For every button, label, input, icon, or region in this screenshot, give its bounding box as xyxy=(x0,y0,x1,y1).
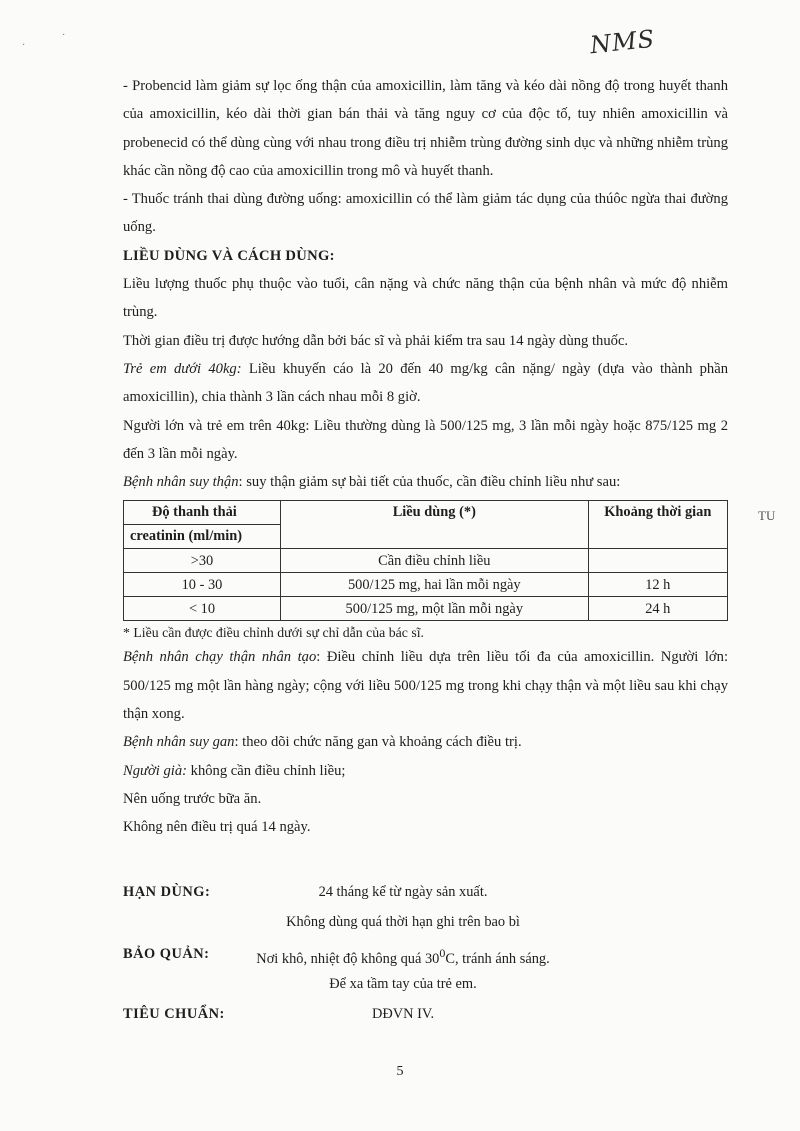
paragraph-before-meal: Nên uống trước bữa ăn. xyxy=(123,790,262,807)
children-label: Trẻ em dưới 40kg: xyxy=(123,360,242,377)
paragraph-contraceptive: - Thuốc tránh thai dùng đường uống: amoxicillin có thể làm giảm tác dụng của thúôc ngừa thai đường uống. xyxy=(123,191,728,236)
storage-label: BẢO QUẢN: xyxy=(123,946,210,962)
paragraph-probenecid: - Probencid làm giảm sự lọc ống thận của amoxicillin, làm tăng và kéo dài nồng độ trong huyết thanh của amoxicillin, kéo dài thời gian bán thải và tăng nguy cơ của độc tố, tuy nhiên amoxicillin và probenecid có thể dùng cùng với nhau trong điều trị nhiễm trùng đường sinh dục và những nhiễm trùng khác cần nồng độ cao của amoxicillin trong mô và huyết thanh. xyxy=(123,78,728,179)
paragraph-elderly xyxy=(123,757,728,785)
table-cell: 500/125 mg, một lần mỗi ngày xyxy=(281,597,589,621)
table-header-dose: Liều dùng (*) xyxy=(281,501,589,549)
paragraph-max-duration: Không nên điều trị quá 14 ngày. xyxy=(123,819,311,836)
table-cell: 12 h xyxy=(588,573,727,597)
table-header-clearance-unit: creatinin (ml/min) xyxy=(124,525,281,549)
storage-value xyxy=(123,946,683,968)
shelf-life-label: HẠN DÙNG: xyxy=(123,884,211,900)
paragraph-adults: Người lớn và trẻ em trên 40kg: Liều thường dùng là 500/125 mg, 3 lần mỗi ngày hoặc 875/125 mg 2 đến 3 lần mỗi ngày. xyxy=(123,417,728,462)
table-cell: < 10 xyxy=(124,597,281,621)
handwritten-signature: NMS xyxy=(588,24,657,60)
scan-speck: · xyxy=(22,40,26,51)
paragraph-liver xyxy=(123,728,728,756)
page-number: 5 xyxy=(396,1064,404,1079)
paragraph-dialysis xyxy=(123,643,728,728)
renal-text: : suy thận giảm sự bài tiết của thuốc, cần điều chỉnh liều như sau: xyxy=(238,474,621,491)
table-footnote: * Liều cần được điều chỉnh dưới sự chỉ dẫn của bác sĩ. xyxy=(123,625,424,641)
elderly-label: Người già: xyxy=(123,762,187,779)
table-header-clearance: Độ thanh thải xyxy=(124,501,281,525)
table-cell xyxy=(588,549,727,573)
table-cell: Cần điều chỉnh liều xyxy=(281,549,589,573)
paragraph-renal xyxy=(123,468,728,496)
margin-annotations xyxy=(758,468,794,538)
dialysis-label: Bệnh nhân chạy thận nhân tạo xyxy=(123,649,317,666)
paragraph-children xyxy=(123,355,728,412)
renal-label: Bệnh nhân suy thận xyxy=(123,474,239,491)
scan-speck: · xyxy=(62,30,66,41)
paragraph-dosage-intro: Liều lượng thuốc phụ thuộc vào tuổi, cân nặng và chức năng thận của bệnh nhân và mức độ nhiễm trùng. xyxy=(123,276,728,321)
table-cell: 24 h xyxy=(588,597,727,621)
liver-label: Bệnh nhân suy gan xyxy=(123,734,235,751)
dialysis-text: : Điều chỉnh liều dựa trên liều tối đa của amoxicillin. Người lớn: 500/125 mg một lần hàng ngày; cộng với liều 500/125 mg trong khi chạy thận và một liều sau khi chạy thận xong. xyxy=(123,649,728,723)
storage-text-pre: Nơi khô, nhiệt độ không quá 30 xyxy=(256,950,440,967)
standard-value: DĐVN IV. xyxy=(371,1006,435,1022)
shelf-life-note: Không dùng quá thời hạn ghi trên bao bì xyxy=(286,914,520,930)
liver-text: : theo dõi chức năng gan và khoảng cách điều trị. xyxy=(234,734,522,751)
main-text xyxy=(123,72,728,842)
storage-degree: 0 xyxy=(439,946,446,960)
table-cell: 10 - 30 xyxy=(124,573,281,597)
renal-dosage-table xyxy=(123,500,728,621)
section-heading-dosage: LIỀU DÙNG VÀ CÁCH DÙNG: xyxy=(123,247,335,264)
elderly-text: không cần điều chỉnh liều; xyxy=(187,762,346,779)
table-header-row xyxy=(124,501,728,525)
paragraph-treatment-time: Thời gian điều trị được hướng dẫn bởi bác sĩ và phải kiểm tra sau 14 ngày dùng thuốc. xyxy=(123,332,629,349)
table-cell: >30 xyxy=(124,549,281,573)
margin-mark: TU xyxy=(758,508,776,523)
table-row xyxy=(124,597,728,621)
storage-text-post: C, tránh ánh sáng. xyxy=(445,950,550,967)
shelf-life-value: 24 tháng kể từ ngày sản xuất. xyxy=(318,884,488,900)
table-row xyxy=(124,573,728,597)
children-text: Liều khuyến cáo là 20 đến 40 mg/kg cân nặng/ ngày (dựa vào thành phần amoxicillin), chia thành 3 lần cách nhau mỗi 8 giờ. xyxy=(123,360,728,406)
standard-label: TIÊU CHUẨN: xyxy=(123,1006,225,1022)
storage-note: Để xa tầm tay của trẻ em. xyxy=(329,976,477,992)
table-header-interval: Khoảng thời gian xyxy=(588,501,727,549)
table-row xyxy=(124,549,728,573)
table-cell: 500/125 mg, hai lần mỗi ngày xyxy=(281,573,589,597)
